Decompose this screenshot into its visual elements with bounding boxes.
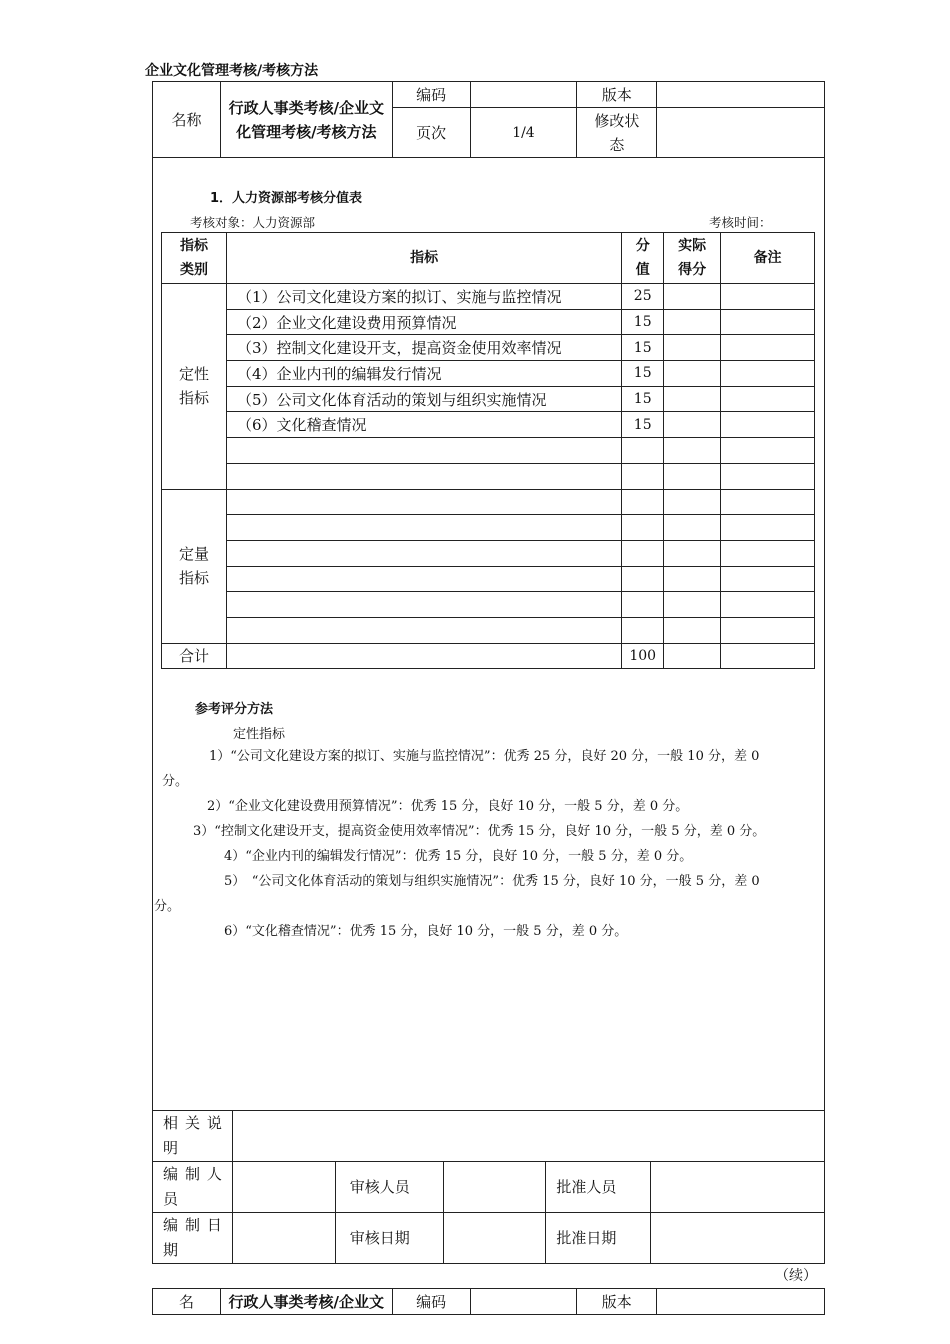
method-subtitle: 定性指标 xyxy=(233,727,286,742)
reviewer-label: 审核人员 xyxy=(335,1162,443,1213)
indicator-cell xyxy=(226,617,621,643)
approver-value xyxy=(651,1162,825,1213)
qualitative-row xyxy=(162,309,815,335)
score-table xyxy=(161,232,815,669)
quantitative-category: 定量指标 xyxy=(162,489,227,643)
indicator-cell xyxy=(226,592,621,618)
total-remark xyxy=(721,643,815,669)
quantitative-row xyxy=(162,515,815,541)
assessment-time: 考核时间： xyxy=(709,215,772,230)
remark-cell xyxy=(721,617,815,643)
indicator-cell xyxy=(226,540,621,566)
remark-cell xyxy=(721,438,815,464)
score-cell: 15 xyxy=(622,309,664,335)
qualitative-row xyxy=(162,412,815,438)
indicator-cell: （1）公司文化建设方案的拟订、实施与监控情况 xyxy=(226,284,621,310)
actual-score-cell xyxy=(664,489,721,515)
review-date-label: 审核日期 xyxy=(335,1213,443,1264)
remark-cell xyxy=(721,284,815,310)
col-actual: 实际得分 xyxy=(664,233,721,284)
remark-cell xyxy=(721,489,815,515)
quantitative-row xyxy=(162,489,815,515)
total-blank xyxy=(226,643,621,669)
remark-cell xyxy=(721,335,815,361)
method-line: 5） “公司文化体育活动的策划与组织实施情况”：优秀 15 分，良好 10 分，一般 5 分，差 0 xyxy=(224,874,760,889)
method-line: 分。 xyxy=(154,899,181,914)
indicator-cell: （3）控制文化建设开支，提高资金使用效率情况 xyxy=(226,335,621,361)
actual-score-cell xyxy=(664,309,721,335)
remark-cell xyxy=(721,412,815,438)
qualitative-category: 定性指标 xyxy=(162,284,227,490)
score-cell xyxy=(622,438,664,464)
total-score: 100 xyxy=(622,643,664,669)
method-line: 4）“企业内刊的编辑发行情况”：优秀 15 分，良好 10 分，一般 5 分，差 0 分。 xyxy=(224,849,693,864)
quantitative-row xyxy=(162,540,815,566)
actual-score-cell xyxy=(664,284,721,310)
actual-score-cell xyxy=(664,540,721,566)
code-label: 编码 xyxy=(392,82,470,108)
qualitative-row xyxy=(162,438,815,464)
method-title: 参考评分方法 xyxy=(195,702,274,717)
header-table-continued xyxy=(152,1288,825,1315)
indicator-cell xyxy=(226,438,621,464)
indicator-cell: （5）公司文化体育活动的策划与组织实施情况 xyxy=(226,386,621,412)
qualitative-row xyxy=(162,361,815,387)
score-cell xyxy=(622,540,664,566)
indicator-cell xyxy=(226,463,621,489)
code-value xyxy=(470,82,577,108)
qualitative-row xyxy=(162,335,815,361)
remark-cell xyxy=(721,592,815,618)
actual-score-cell xyxy=(664,438,721,464)
score-cell xyxy=(622,566,664,592)
score-cell xyxy=(622,617,664,643)
col-score: 分值 xyxy=(622,233,664,284)
col-category: 指标类别 xyxy=(162,233,227,284)
reviewer-value xyxy=(443,1162,546,1213)
related-label: 相关说明 xyxy=(153,1111,233,1162)
actual-score-cell xyxy=(664,361,721,387)
score-cell: 15 xyxy=(622,361,664,387)
assessment-target: 考核对象：人力资源部 xyxy=(190,215,316,230)
remark-cell xyxy=(721,463,815,489)
score-cell: 15 xyxy=(622,335,664,361)
name-label-2: 名 xyxy=(153,1289,221,1315)
header-table xyxy=(152,81,825,158)
actual-score-cell xyxy=(664,515,721,541)
remark-cell xyxy=(721,515,815,541)
actual-score-cell xyxy=(664,617,721,643)
remark-cell xyxy=(721,566,815,592)
remark-cell xyxy=(721,361,815,387)
method-line: 3）“控制文化建设开支，提高资金使用效率情况”：优秀 15 分，良好 10 分，一般 5 分，差 0 分。 xyxy=(193,824,766,839)
indicator-cell xyxy=(226,489,621,515)
review-date-value xyxy=(443,1213,546,1264)
version-label-2: 版本 xyxy=(577,1289,657,1315)
remark-cell xyxy=(721,386,815,412)
qualitative-row xyxy=(162,386,815,412)
document-title: 企业文化管理考核/考核方法 xyxy=(145,63,319,79)
approve-date-label: 批准日期 xyxy=(546,1213,651,1264)
version-label: 版本 xyxy=(577,82,657,108)
actual-score-cell xyxy=(664,412,721,438)
score-cell xyxy=(622,515,664,541)
indicator-cell: （4）企业内刊的编辑发行情况 xyxy=(226,361,621,387)
total-label: 合计 xyxy=(162,643,227,669)
preparer-label: 编制人员 xyxy=(153,1162,233,1213)
col-remark: 备注 xyxy=(721,233,815,284)
remark-cell xyxy=(721,540,815,566)
actual-score-cell xyxy=(664,566,721,592)
quantitative-row xyxy=(162,566,815,592)
continued-label: （续） xyxy=(775,1268,817,1284)
score-cell: 25 xyxy=(622,284,664,310)
name-value-2: 行政人事类考核/企业文 xyxy=(220,1289,392,1315)
code-label-2: 编码 xyxy=(392,1289,470,1315)
method-line: 6）“文化稽查情况”：优秀 15 分，良好 10 分，一般 5 分，差 0 分。 xyxy=(224,924,628,939)
qualitative-row xyxy=(162,284,815,310)
score-cell xyxy=(622,592,664,618)
actual-score-cell xyxy=(664,592,721,618)
revision-value xyxy=(657,108,825,158)
approver-label: 批准人员 xyxy=(546,1162,651,1213)
approve-date-value xyxy=(651,1213,825,1264)
name-value: 行政人事类考核/企业文化管理考核/考核方法 xyxy=(220,82,392,158)
quantitative-row xyxy=(162,592,815,618)
score-cell xyxy=(622,463,664,489)
score-cell: 15 xyxy=(622,386,664,412)
prep-date-value xyxy=(232,1213,335,1264)
page-label: 页次 xyxy=(392,108,470,158)
indicator-cell xyxy=(226,515,621,541)
page-value: 1/4 xyxy=(470,108,577,158)
total-actual xyxy=(664,643,721,669)
actual-score-cell xyxy=(664,463,721,489)
score-cell xyxy=(622,489,664,515)
prep-date-label: 编制日期 xyxy=(153,1213,233,1264)
signoff-table xyxy=(152,1110,825,1264)
qualitative-row xyxy=(162,463,815,489)
quantitative-row xyxy=(162,617,815,643)
code-value-2 xyxy=(470,1289,577,1315)
method-line: 2）“企业文化建设费用预算情况”：优秀 15 分，良好 10 分，一般 5 分，差 0 分。 xyxy=(207,799,689,814)
indicator-cell xyxy=(226,566,621,592)
score-cell: 15 xyxy=(622,412,664,438)
method-line: 1）“公司文化建设方案的拟订、实施与监控情况”：优秀 25 分，良好 20 分，一般 10 分，差 0 xyxy=(209,749,760,764)
actual-score-cell xyxy=(664,386,721,412)
method-line: 分。 xyxy=(162,774,189,789)
section-title: 1．人力资源部考核分值表 xyxy=(210,191,363,206)
col-indicator: 指标 xyxy=(226,233,621,284)
name-label: 名称 xyxy=(153,82,221,158)
preparer-value xyxy=(232,1162,335,1213)
remark-cell xyxy=(721,309,815,335)
version-value xyxy=(657,82,825,108)
version-value-2 xyxy=(657,1289,825,1315)
actual-score-cell xyxy=(664,335,721,361)
indicator-cell: （6）文化稽查情况 xyxy=(226,412,621,438)
revision-label: 修改状态 xyxy=(577,108,657,158)
related-value xyxy=(232,1111,824,1162)
indicator-cell: （2）企业文化建设费用预算情况 xyxy=(226,309,621,335)
